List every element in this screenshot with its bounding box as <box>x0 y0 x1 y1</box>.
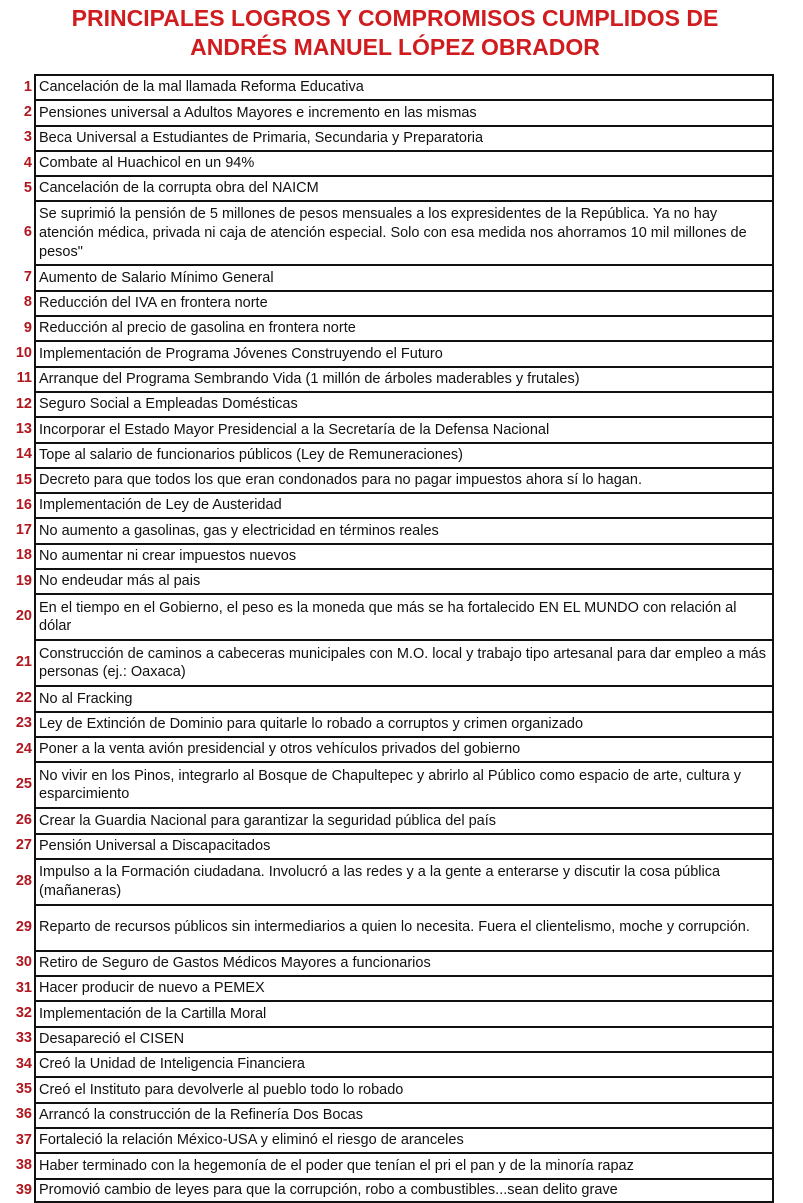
row-text: Implementación de la Cartilla Moral <box>34 1000 774 1025</box>
row-number: 23 <box>15 715 32 732</box>
row-number: 33 <box>15 1030 32 1047</box>
row-number: 4 <box>23 154 32 171</box>
row-text: Retiro de Seguro de Gastos Médicos Mayores a funcionarios <box>34 950 774 975</box>
row-text: Tope al salario de funcionarios públicos (Ley de Remuneraciones) <box>34 442 774 467</box>
table-row <box>0 416 803 441</box>
table-row <box>0 391 803 416</box>
achievements-table <box>0 74 803 1203</box>
row-number: 15 <box>15 471 32 488</box>
row-text: No aumento a gasolinas, gas y electricidad en términos reales <box>34 517 774 542</box>
row-number: 19 <box>15 572 32 589</box>
table-row <box>0 200 803 264</box>
title-line-2: ANDRÉS MANUEL LÓPEZ OBRADOR <box>190 34 600 60</box>
row-number: 38 <box>15 1156 32 1173</box>
table-row <box>0 74 803 99</box>
table-row <box>0 99 803 124</box>
table-row <box>0 340 803 365</box>
row-number: 24 <box>15 740 32 757</box>
row-number: 29 <box>15 918 32 935</box>
row-number: 27 <box>15 837 32 854</box>
table-row <box>0 1102 803 1127</box>
row-text: Creó la Unidad de Inteligencia Financiera <box>34 1051 774 1076</box>
row-number: 20 <box>15 608 32 625</box>
table-row <box>0 543 803 568</box>
table-row <box>0 290 803 315</box>
row-text: Pensiones universal a Adultos Mayores e incremento en las mismas <box>34 99 774 124</box>
row-text: Arrancó la construcción de la Refinería Dos Bocas <box>34 1102 774 1127</box>
row-number: 14 <box>15 446 32 463</box>
row-text: No al Fracking <box>34 685 774 710</box>
row-text: Implementación de Programa Jóvenes Construyendo el Futuro <box>34 340 774 365</box>
table-row <box>0 711 803 736</box>
table-row <box>0 1076 803 1101</box>
table-row <box>0 517 803 542</box>
table-row <box>0 264 803 289</box>
row-text: Fortaleció la relación México-USA y eliminó el riesgo de aranceles <box>34 1127 774 1152</box>
row-text: Impulso a la Formación ciudadana. Involucró a las redes y a la gente a enterarse y discutir la cosa pública (mañaneras) <box>34 858 774 904</box>
row-number: 30 <box>15 954 32 971</box>
row-number: 11 <box>16 370 32 387</box>
row-text: Desapareció el CISEN <box>34 1026 774 1051</box>
row-number: 13 <box>15 420 32 437</box>
row-text: No vivir en los Pinos, integrarlo al Bosque de Chapultepec y abrirlo al Público como espacio de arte, cultura y esparcimiento <box>34 761 774 807</box>
row-number: 3 <box>23 129 32 146</box>
table-row <box>0 1152 803 1177</box>
page-title <box>0 0 790 62</box>
row-text: Cancelación de la mal llamada Reforma Educativa <box>34 74 774 99</box>
row-number: 9 <box>23 319 32 336</box>
row-text: Poner a la venta avión presidencial y otros vehículos privados del gobierno <box>34 736 774 761</box>
row-number: 2 <box>23 103 32 120</box>
table-row <box>0 1178 803 1203</box>
row-text: Promovió cambio de leyes para que la corrupción, robo a combustibles...sean delito grave <box>34 1178 774 1203</box>
row-text: Decreto para que todos los que eran condonados para no pagar impuestos ahora sí lo hagan. <box>34 467 774 492</box>
row-number: 22 <box>15 689 32 706</box>
table-row <box>0 950 803 975</box>
row-text: Reducción al precio de gasolina en frontera norte <box>34 315 774 340</box>
row-number: 6 <box>23 224 32 241</box>
row-text: Ley de Extinción de Dominio para quitarle lo robado a corruptos y crimen organizado <box>34 711 774 736</box>
row-text: Se suprimió la pensión de 5 millones de pesos mensuales a los expresidentes de la República. Ya no hay atención médica, privada ni caja de atención especial. Solo con esa medida nos ahorramos 10 mil millones de pesos" <box>34 200 774 264</box>
row-number: 39 <box>15 1182 32 1199</box>
row-number: 7 <box>23 269 32 286</box>
table-row <box>0 1051 803 1076</box>
table-row <box>0 125 803 150</box>
row-text: Arranque del Programa Sembrando Vida (1 millón de árboles maderables y frutales) <box>34 366 774 391</box>
row-number: 31 <box>15 979 32 996</box>
row-text: Beca Universal a Estudiantes de Primaria, Secundaria y Preparatoria <box>34 125 774 150</box>
table-row <box>0 736 803 761</box>
row-number: 28 <box>15 872 32 889</box>
row-number: 8 <box>23 294 32 311</box>
row-text: Implementación de Ley de Austeridad <box>34 492 774 517</box>
table-row <box>0 593 803 639</box>
row-text: Crear la Guardia Nacional para garantizar la seguridad pública del país <box>34 807 774 832</box>
row-text: Cancelación de la corrupta obra del NAICM <box>34 175 774 200</box>
table-row <box>0 1026 803 1051</box>
table-row <box>0 175 803 200</box>
row-text: En el tiempo en el Gobierno, el peso es la moneda que más se ha fortalecido EN EL MUNDO con relación al dólar <box>34 593 774 639</box>
table-row <box>0 1127 803 1152</box>
row-number: 12 <box>15 395 32 412</box>
row-number: 26 <box>15 811 32 828</box>
row-text: Haber terminado con la hegemonía de el poder que tenían el pri el pan y de la minoría rapaz <box>34 1152 774 1177</box>
row-text: Reparto de recursos públicos sin intermediarios a quien lo necesita. Fuera el clientelismo, moche y corrupción. <box>34 904 774 950</box>
table-row <box>0 639 803 685</box>
row-number: 36 <box>15 1106 32 1123</box>
row-number: 10 <box>15 345 32 362</box>
row-number: 5 <box>23 179 32 196</box>
row-number: 25 <box>15 776 32 793</box>
table-row <box>0 858 803 904</box>
row-number: 21 <box>15 654 32 671</box>
table-row <box>0 975 803 1000</box>
table-row <box>0 467 803 492</box>
table-row <box>0 366 803 391</box>
row-number: 35 <box>15 1080 32 1097</box>
table-row <box>0 807 803 832</box>
row-text: No endeudar más al pais <box>34 568 774 593</box>
table-row <box>0 315 803 340</box>
title-line-1: PRINCIPALES LOGROS Y COMPROMISOS CUMPLIDOS DE <box>71 5 719 31</box>
row-text: Reducción del IVA en frontera norte <box>34 290 774 315</box>
row-number: 17 <box>15 522 32 539</box>
row-number: 32 <box>15 1005 32 1022</box>
table-row <box>0 150 803 175</box>
table-row <box>0 761 803 807</box>
row-text: Aumento de Salario Mínimo General <box>34 264 774 289</box>
table-row <box>0 833 803 858</box>
row-text: Combate al Huachicol en un 94% <box>34 150 774 175</box>
row-number: 18 <box>15 547 32 564</box>
table-row <box>0 492 803 517</box>
table-row <box>0 904 803 950</box>
table-row <box>0 1000 803 1025</box>
row-text: Pensión Universal a Discapacitados <box>34 833 774 858</box>
table-row <box>0 442 803 467</box>
row-text: Hacer producir de nuevo a PEMEX <box>34 975 774 1000</box>
table-row <box>0 685 803 710</box>
row-text: No aumentar ni crear impuestos nuevos <box>34 543 774 568</box>
row-number: 1 <box>23 78 32 95</box>
table-row <box>0 568 803 593</box>
row-text: Creó el Instituto para devolverle al pueblo todo lo robado <box>34 1076 774 1101</box>
row-number: 37 <box>15 1131 32 1148</box>
row-text: Seguro Social a Empleadas Domésticas <box>34 391 774 416</box>
row-number: 34 <box>15 1055 32 1072</box>
row-text: Incorporar el Estado Mayor Presidencial a la Secretaría de la Defensa Nacional <box>34 416 774 441</box>
row-text: Construcción de caminos a cabeceras municipales con M.O. local y trabajo tipo artesanal para dar empleo a más personas (ej.: Oaxaca) <box>34 639 774 685</box>
row-number: 16 <box>15 496 32 513</box>
